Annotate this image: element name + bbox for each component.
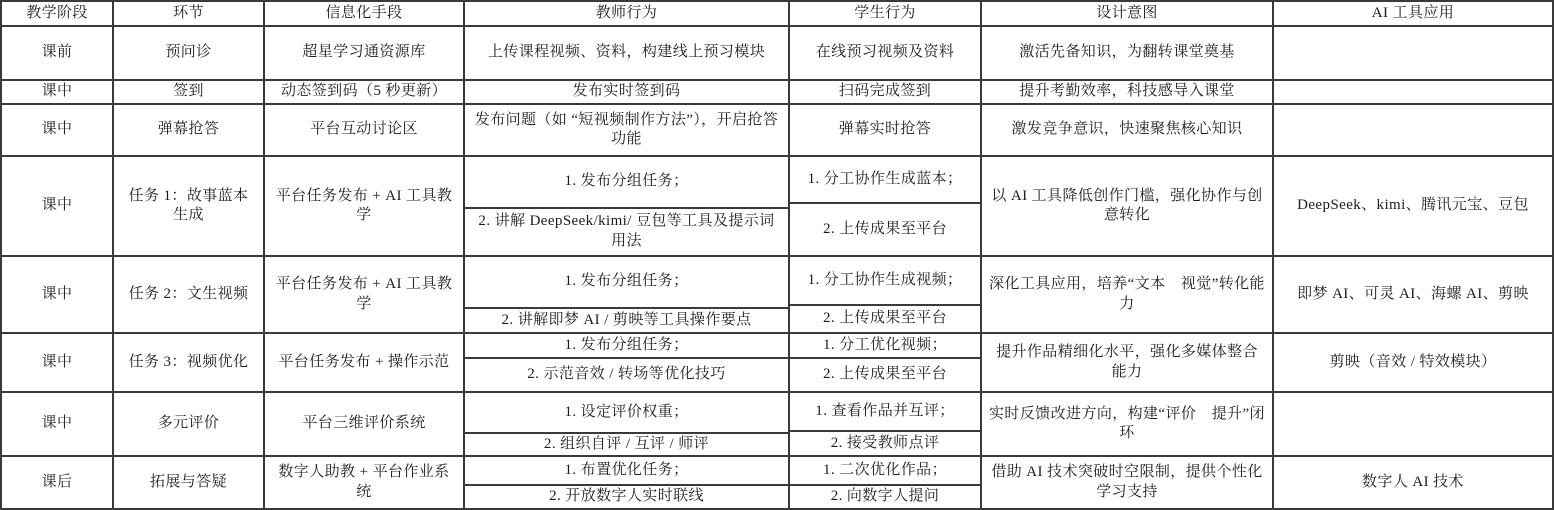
student-step-1: 1. 二次优化作品； <box>822 461 947 478</box>
cell-teacher <box>465 457 790 508</box>
col-header-ai: AI 工具应用 <box>1274 2 1552 27</box>
cell-intent: 提升作品精细化水平，强化多媒体整合能力 <box>982 334 1274 393</box>
teacher-step-2: 2. 组织自评 / 互评 / 师评 <box>465 432 788 455</box>
cell-tech: 超星学习通资源库 <box>265 27 465 81</box>
cell-ai: 剪映（音效 / 特效模块） <box>1274 334 1552 393</box>
teacher-step-2: 2. 开放数字人实时联线 <box>465 484 788 508</box>
cell-teacher <box>465 157 790 257</box>
student-step-1: 1. 分工协作生成视频； <box>807 271 963 288</box>
cell-stage: 课中 <box>2 157 114 257</box>
col-header-teacher: 教师行为 <box>465 2 790 27</box>
cell-student <box>790 457 982 508</box>
cell-intent: 激活先备知识，为翻转课堂奠基 <box>982 27 1274 81</box>
cell-intent: 激发竞争意识，快速聚焦核心知识 <box>982 105 1274 157</box>
cell-tech: 平台三维评价系统 <box>265 393 465 457</box>
cell-ai: 即梦 AI、可灵 AI、海螺 AI、剪映 <box>1274 257 1552 334</box>
cell-intent: 借助 AI 技术突破时空限制，提供个性化学习支持 <box>982 457 1274 508</box>
cell-student <box>790 334 982 393</box>
cell-ai <box>1274 27 1552 81</box>
student-step-2: 2. 上传成果至平台 <box>790 357 980 391</box>
cell-stage: 课后 <box>2 457 114 508</box>
cell-ai <box>1274 393 1552 457</box>
cell-phase: 任务 3：视频优化 <box>114 334 265 393</box>
cell-student <box>790 257 982 334</box>
cell-student <box>790 157 982 257</box>
student-step-1: 1. 分工优化视频； <box>822 336 947 353</box>
teacher-step-2: 2. 讲解 DeepSeek/kimi/ 豆包等工具及提示词用法 <box>465 207 788 255</box>
cell-ai: DeepSeek、kimi、腾讯元宝、豆包 <box>1274 157 1552 257</box>
cell-phase: 多元评价 <box>114 393 265 457</box>
cell-ai <box>1274 105 1552 157</box>
col-header-intent: 设计意图 <box>982 2 1274 27</box>
teacher-step-1: 1. 发布分组任务； <box>564 273 689 290</box>
cell-stage: 课中 <box>2 81 114 105</box>
cell-student: 扫码完成签到 <box>790 81 982 105</box>
teacher-step-1: 1. 设定评价权重； <box>564 403 689 420</box>
cell-phase: 签到 <box>114 81 265 105</box>
cell-ai <box>1274 81 1552 105</box>
cell-tech: 平台互动讨论区 <box>265 105 465 157</box>
cell-ai: 数字人 AI 技术 <box>1362 473 1464 490</box>
cell-teacher: 发布实时签到码 <box>465 81 790 105</box>
cell-intent: 以 AI 工具降低创作门槛，强化协作与创意转化 <box>982 157 1274 257</box>
cell-intent: 实时反馈改进方向，构建“评价 提升”闭环 <box>982 393 1274 457</box>
student-step-1: 1. 分工协作生成蓝本； <box>807 170 963 187</box>
col-header-phase: 环节 <box>114 2 265 27</box>
cell-stage: 课中 <box>2 257 114 334</box>
cell-stage: 课中 <box>2 334 114 393</box>
cell-teacher: 发布问题（如 “短视频制作方法”），开启抢答功能 <box>465 105 790 157</box>
cell-student: 在线预习视频及资料 <box>790 27 982 81</box>
cell-phase: 预问诊 <box>114 27 265 81</box>
cell-teacher <box>465 334 790 393</box>
teacher-step-1: 1. 发布分组任务； <box>564 173 689 190</box>
col-header-stage: 教学阶段 <box>2 2 114 27</box>
teacher-step-1: 1. 布置优化任务； <box>564 461 689 478</box>
cell-teacher: 上传课程视频、资料，构建线上预习模块 <box>465 27 790 81</box>
teacher-step-2: 2. 讲解即梦 AI / 剪映等工具操作要点 <box>465 307 788 332</box>
cell-stage: 课前 <box>2 27 114 81</box>
cell-teacher <box>465 257 790 334</box>
student-step-2: 2. 接受教师点评 <box>790 430 980 455</box>
teacher-step-2: 2. 示范音效 / 转场等优化技巧 <box>465 357 788 391</box>
cell-phase: 拓展与答疑 <box>114 457 265 508</box>
col-header-student: 学生行为 <box>790 2 982 27</box>
student-step-2: 2. 向数字人提问 <box>790 484 980 508</box>
cell-tech: 动态签到码（5 秒更新） <box>265 81 465 105</box>
cell-intent: 提升考勤效率，科技感导入课堂 <box>982 81 1274 105</box>
student-step-1: 1. 查看作品并互评； <box>815 402 955 419</box>
cell-phase: 任务 1：故事蓝本生成 <box>114 157 265 257</box>
cell-student: 弹幕实时抢答 <box>790 105 982 157</box>
cell-teacher <box>465 393 790 457</box>
teacher-step-1: 1. 发布分组任务； <box>564 336 689 353</box>
cell-tech: 数字人助教 + 平台作业系统 <box>265 457 465 508</box>
cell-phase: 弹幕抢答 <box>114 105 265 157</box>
col-header-tech: 信息化手段 <box>265 2 465 27</box>
student-step-2: 2. 上传成果至平台 <box>790 202 980 255</box>
cell-stage: 课中 <box>2 105 114 157</box>
cell-student <box>790 393 982 457</box>
cell-stage: 课中 <box>2 393 114 457</box>
cell-intent: 深化工具应用，培养“文本 视觉”转化能力 <box>982 257 1274 334</box>
student-step-2: 2. 上传成果至平台 <box>790 304 980 332</box>
cell-tech: 平台任务发布 + AI 工具教学 <box>265 157 465 257</box>
cell-tech: 平台任务发布 + AI 工具教学 <box>265 257 465 334</box>
cell-phase: 任务 2：文生视频 <box>114 257 265 334</box>
cell-tech: 平台任务发布 + 操作示范 <box>265 334 465 393</box>
